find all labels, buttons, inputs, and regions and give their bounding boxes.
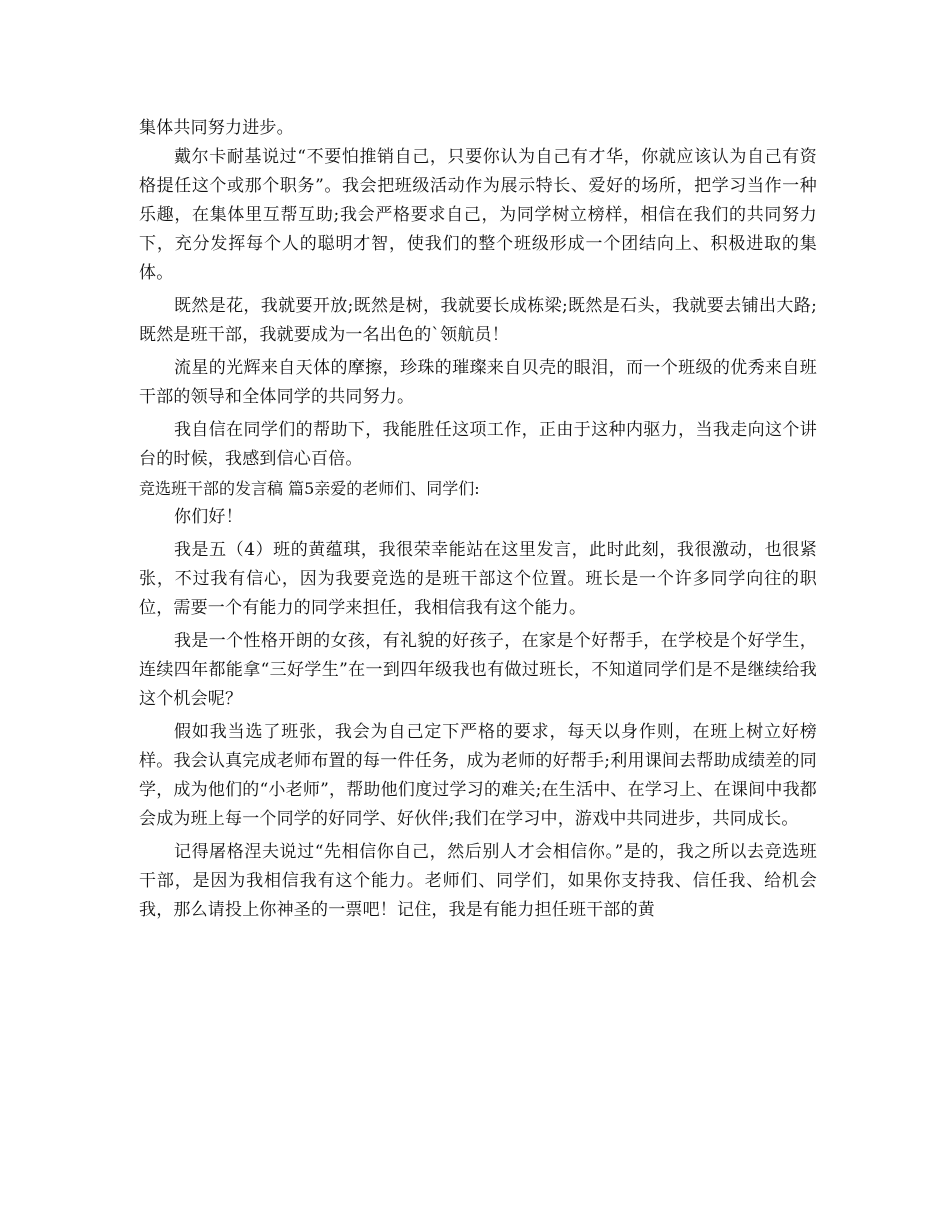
paragraph-carnegie-quote: 戴尔卡耐基说过“不要怕推销自己，只要你认为自己有才华，你就应该认为自己有资格提任这个或那个职务”。我会把班级活动作为展示特长、爱好的场所，把学习当作一种乐趣，在集体里互帮互助;我会严格要求自己，为同学树立榜样，相信在我们的共同努力下，充分发挥每个人的聪明才智，使我们的整个班级形成一个团结向上、积极进取的集体。 — [139, 147, 817, 283]
paragraph-continuation: 集体共同努力进步。 — [139, 118, 294, 138]
document-body — [139, 114, 817, 925]
paragraph-meteor-pearl: 流星的光辉来自天体的摩擦，珍珠的璀璨来自贝壳的眼泪，而一个班级的优秀来自班干部的领导和全体同学的共同努力。 — [139, 358, 817, 407]
section-heading: 竞选班干部的发言稿 篇5亲爱的老师们、同学们: — [139, 479, 480, 498]
paragraph-if-elected: 假如我当选了班张，我会为自己定下严格的要求，每天以身作则，在班上树立好榜样。我会认真完成老师布置的每一件任务，成为老师的好帮手;利用课间去帮助成绩差的同学，成为他们的“小老师”，帮助他们度过学习的难关;在生活中、在学习上、在课间中我都会成为班上每一个同学的好同学、好伙伴;我们在学习中，游戏中共同进步，共同成长。 — [139, 722, 817, 829]
paragraph-turgenev-quote: 记得屠格涅夫说过“先相信你自己，然后别人才会相信你。”是的，我之所以去竞选班干部，是因为我相信我有这个能力。老师们、同学们，如果你支持我、信任我、给机会我，那么请投上你神圣的一票吧！记住，我是有能力担任班干部的黄 — [139, 842, 817, 920]
paragraph-flower-tree-stone: 既然是花，我就要开放;既然是树，我就要长成栋梁;既然是石头，我就要去铺出大路;既然是班干部，我就要成为一名出色的`领航员！ — [139, 296, 817, 345]
greeting: 你们好！ — [174, 507, 243, 527]
paragraph-confidence: 我自信在同学们的帮助下，我能胜任这项工作，正由于这种内驱力，当我走向这个讲台的时候，我感到信心百倍。 — [139, 420, 817, 469]
paragraph-personality: 我是一个性格开朗的女孩，有礼貌的好孩子，在家是个好帮手，在学校是个好学生，连续四年都能拿“三好学生”在一到四年级我也有做过班长，不知道同学们是不是继续给我这个机会呢？ — [139, 631, 817, 709]
paragraph-self-introduction: 我是五（4）班的黄蕴琪，我很荣幸能站在这里发言，此时此刻，我很激动，也很紧张，不过我有信心，因为我要竞选的是班干部这个位置。班长是一个许多同学向往的职位，需要一个有能力的同学来担任，我相信我有这个能力。 — [139, 540, 817, 618]
